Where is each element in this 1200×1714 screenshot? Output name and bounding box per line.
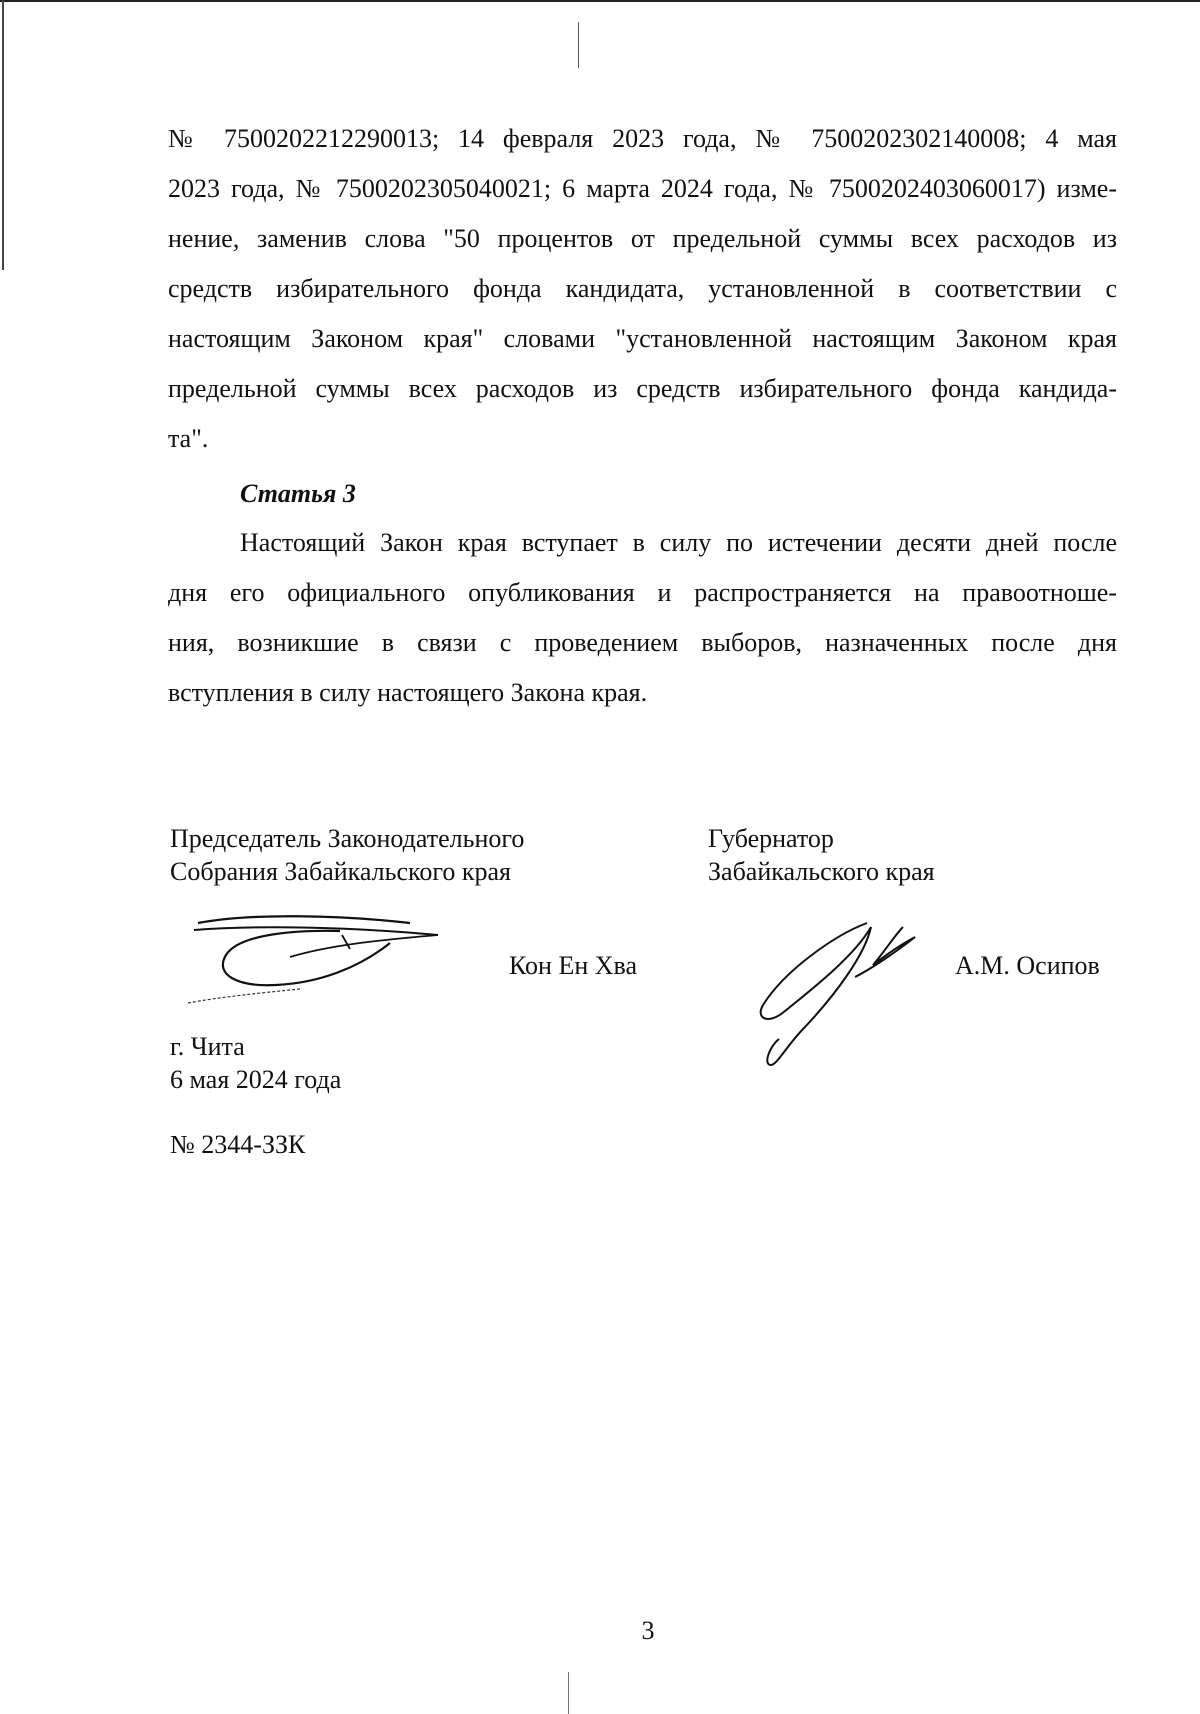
article-heading: Статья 3 (240, 479, 356, 508)
governor-title-line: Забайкальского края (708, 857, 935, 886)
governor-name: А.М. Осипов (955, 951, 1100, 980)
chairman-signature-image (180, 905, 450, 1010)
scan-edge-left (2, 0, 4, 270)
chairman-title-line: Собрания Забайкальского края (170, 857, 511, 886)
article-line: Настоящий Закон края вступает в силу по истечении десяти дней после (240, 528, 1117, 557)
date: 6 мая 2024 года (170, 1065, 342, 1094)
amendment-line: предельной суммы всех расходов из средств избирательного фонда кандида- (168, 374, 1117, 403)
law-number: № 2344-ЗЗК (170, 1130, 306, 1159)
chairman-title-line: Председатель Законодательного (170, 824, 525, 853)
scan-mark-bottom (568, 1672, 569, 1714)
governor-title-line: Губернатор (708, 824, 834, 853)
amendment-line: № 7500202212290013; 14 февраля 2023 года, № 7500202302140008; 4 мая (168, 124, 1117, 153)
chairman-name: Кон Ен Хва (509, 951, 638, 980)
scan-edge-top (0, 0, 1200, 2)
article-line: ния, возникшие в связи с проведением выборов, назначенных после дня (168, 628, 1117, 657)
amendment-line: нение, заменив слова "50 процентов от предельной суммы всех расходов из (168, 224, 1117, 253)
amendment-line: настоящим Законом края" словами "установленной настоящим Законом края (168, 324, 1117, 353)
page-number: 3 (641, 1616, 655, 1645)
scan-mark-top (578, 22, 579, 68)
article-line: вступления в силу настоящего Закона края. (168, 678, 648, 707)
amendment-line: средств избирательного фонда кандидата, установленной в соответствии с (168, 274, 1117, 303)
place: г. Чита (170, 1032, 245, 1061)
governor-signature-image (755, 915, 925, 1075)
amendment-line: 2023 года, № 7500202305040021; 6 марта 2024 года, № 7500202403060017) изме- (168, 174, 1117, 203)
article-line: дня его официального опубликования и распространяется на правоотноше- (168, 578, 1117, 607)
amendment-line: та". (168, 424, 209, 453)
